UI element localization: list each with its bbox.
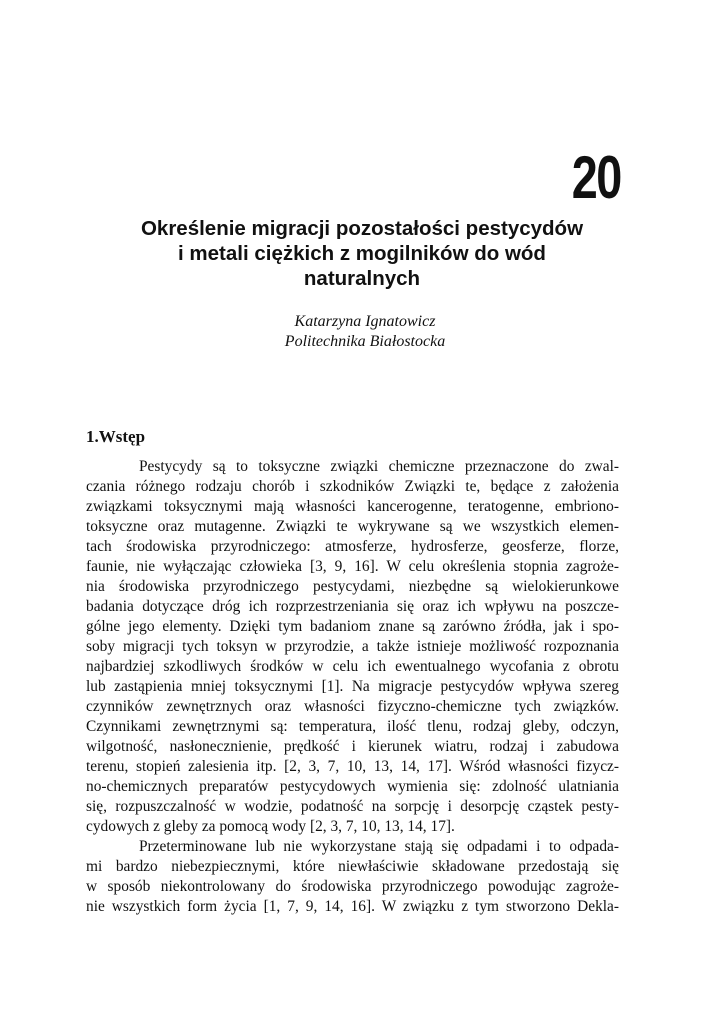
text-line: mi bardzo niebezpiecznymi, które niewłaściwie składowane przedostają się [86, 858, 619, 875]
text-line: czania różnego rodzaju chorób i szkodników Związki te, będące z założenia [86, 478, 619, 495]
text-line: no-chemicznych preparatów pestycydowych wymienia się: zdolność ulatniania [86, 778, 619, 795]
body-text [86, 457, 619, 917]
author-name: Katarzyna Ignatowicz [294, 313, 436, 330]
text-line: terenu, stopień zalesienia itp. [2, 3, 7, 10, 13, 14, 17]. Wśród własności fizycz- [86, 758, 619, 775]
text-line: soby migracji tych toksyn w przyrodzie, a także istnieje możliwość rozpoznania [86, 638, 619, 655]
chapter-title-line: Określenie migracji pozostałości pestycydów [140, 217, 584, 240]
text-line: najbardziej szkodliwych środków w celu ich ewentualnego wycofania z obrotu [86, 658, 619, 675]
text-line: lub zastąpienia mniej toksycznymi [1]. Na migracje pestycydów wpływa szereg [86, 678, 619, 695]
text-line: badania dotyczące dróg ich rozprzestrzeniania się oraz ich wpływu na poszcze- [86, 598, 619, 615]
text-line: się, rozpuszczalność w wodzie, podatność na sorpcję i desorpcję cząstek pesty- [86, 798, 619, 815]
text-line: tach środowiska przyrodniczego: atmosferze, hydrosferze, geosferze, florze, [86, 538, 619, 555]
text-line: Czynnikami zewnętrznymi są: temperatura, ilość tlenu, rodzaj gleby, odczyn, [86, 718, 619, 735]
section-heading: 1.Wstęp [86, 427, 146, 446]
text-line: Pestycydy są to toksyczne związki chemiczne przeznaczone do zwal- [139, 458, 619, 475]
text-line: nia środowiska przyrodniczego pestycydami, niezbędne są wielokierunkowe [86, 578, 619, 595]
text-line: czynników zewnętrznych oraz własności fizyczno-chemiczne tych związków. [86, 698, 619, 715]
text-line: Przeterminowane lub nie wykorzystane stają się odpadami i to odpada- [139, 838, 619, 855]
chapter-title-line: i metali ciężkich z mogilników do wód [178, 242, 546, 265]
text-line: faunie, nie wyłączając człowieka [3, 9, 16]. W celu określenia stopnia zagroże- [86, 558, 619, 575]
chapter-title [92, 216, 632, 291]
text-line: cydowych z gleby za pomocą wody [2, 3, 7, 10, 13, 14, 17]. [86, 818, 455, 835]
paragraph-2 [86, 837, 619, 917]
text-line: w sposób niekontrolowany do środowiska przyrodniczego powodując zagroże- [86, 878, 619, 895]
text-line: związkami toksycznymi mają własności kancerogenne, teratogenne, embriono- [86, 498, 619, 515]
text-line: toksyczne oraz mutagenne. Związki te wykrywane są we wszystkich elemen- [86, 518, 619, 535]
author-affiliation: Politechnika Białostocka [284, 333, 446, 350]
chapter-title-line: naturalnych [303, 267, 421, 290]
text-line: nie wszystkich form życia [1, 7, 9, 14, 16]. W związku z tym stworzono Dekla- [86, 898, 619, 915]
chapter-number: 20 [572, 144, 621, 211]
paragraph-1 [86, 457, 619, 837]
byline [240, 312, 490, 352]
text-line: gólne jego elementy. Dzięki tym badaniom znane są zarówno źródła, jak i spo- [86, 618, 619, 635]
text-line: wilgotność, nasłonecznienie, prędkość i kierunek wiatru, rodzaj i zabudowa [86, 738, 619, 755]
